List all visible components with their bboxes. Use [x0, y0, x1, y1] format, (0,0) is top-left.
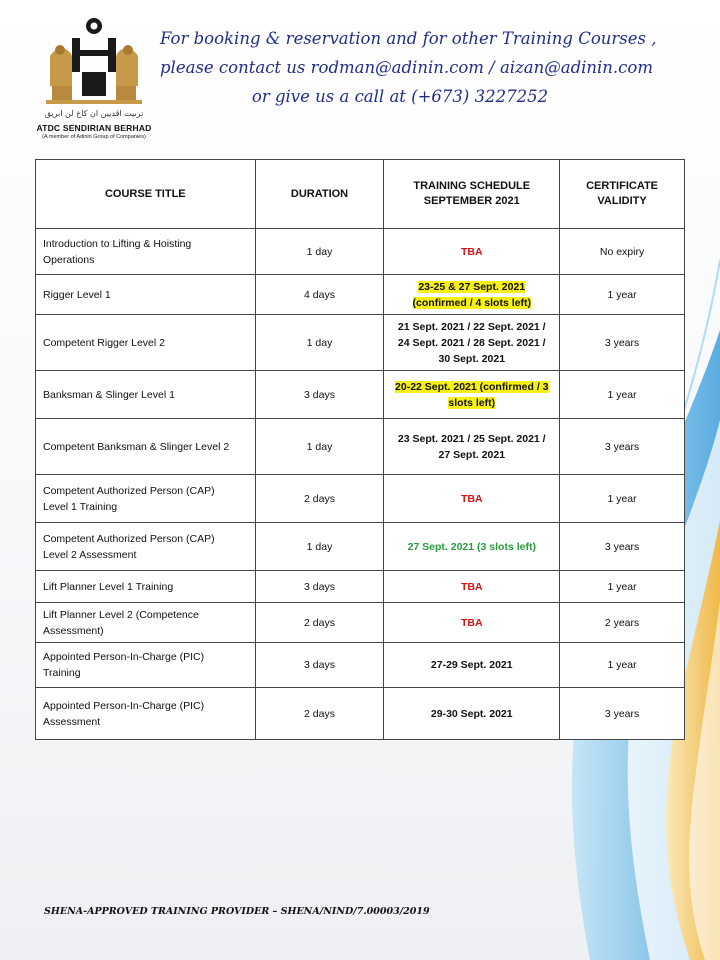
schedule-cell: 23 Sept. 2021 / 25 Sept. 2021 / 27 Sept. 2021: [384, 419, 560, 475]
atdc-emblem-icon: [42, 16, 146, 108]
course-title-cell: Rigger Level 1: [36, 275, 256, 315]
course-title-cell: Banksman & Slinger Level 1: [36, 371, 256, 419]
contact-line-1: For booking & reservation and for other Training Courses ,: [160, 29, 657, 48]
schedule-cell: 27 Sept. 2021 (3 slots left): [384, 523, 560, 571]
validity-cell: 1 year: [560, 275, 685, 315]
duration-cell: 3 days: [255, 371, 384, 419]
contact-line-3[interactable]: or give us a call at (+673) 3227252: [251, 87, 549, 106]
course-title-cell: Appointed Person-In-Charge (PIC) Assessment: [36, 688, 256, 740]
table-row: [36, 229, 685, 275]
course-title-cell: Competent Rigger Level 2: [36, 315, 256, 371]
header-training-schedule: TRAINING SCHEDULE SEPTEMBER 2021: [384, 160, 560, 229]
validity-cell: 1 year: [560, 643, 685, 688]
validity-cell: 2 years: [560, 603, 685, 643]
duration-cell: 3 days: [255, 571, 384, 603]
table-row: [36, 371, 685, 419]
table-row: [36, 315, 685, 371]
table-row: [36, 275, 685, 315]
course-title-cell: Competent Authorized Person (CAP) Level 1 Training: [36, 475, 256, 523]
course-title-cell: Lift Planner Level 1 Training: [36, 571, 256, 603]
duration-cell: 1 day: [255, 315, 384, 371]
validity-cell: 1 year: [560, 571, 685, 603]
schedule-cell: TBA: [384, 475, 560, 523]
logo-company-name: ATDC SENDIRIAN BERHAD: [36, 123, 152, 133]
header-certificate-validity: CERTIFICATE VALIDITY: [560, 160, 685, 229]
duration-cell: 1 day: [255, 229, 384, 275]
header-duration: DURATION: [255, 160, 384, 229]
schedule-cell: 20-22 Sept. 2021 (confirmed / 3 slots left): [384, 371, 560, 419]
course-title-cell: Introduction to Lifting & Hoisting Operations: [36, 229, 256, 275]
validity-cell: 3 years: [560, 523, 685, 571]
schedule-cell: 27-29 Sept. 2021: [384, 643, 560, 688]
contact-info: [160, 24, 657, 111]
company-logo: [32, 16, 156, 142]
validity-cell: 3 years: [560, 419, 685, 475]
duration-cell: 3 days: [255, 643, 384, 688]
schedule-cell: 21 Sept. 2021 / 22 Sept. 2021 / 24 Sept. 2021 / 28 Sept. 2021 / 30 Sept. 2021: [384, 315, 560, 371]
table-row: [36, 643, 685, 688]
header-course-title: COURSE TITLE: [36, 160, 256, 229]
schedule-cell: TBA: [384, 603, 560, 643]
duration-cell: 1 day: [255, 523, 384, 571]
validity-cell: 1 year: [560, 371, 685, 419]
validity-cell: 3 years: [560, 315, 685, 371]
course-title-cell: Lift Planner Level 2 (Competence Assessment): [36, 603, 256, 643]
table-row: [36, 475, 685, 523]
table-row: [36, 688, 685, 740]
table-row: [36, 603, 685, 643]
table-row: [36, 571, 685, 603]
duration-cell: 1 day: [255, 419, 384, 475]
logo-arabic-text: ترىيت اڤديبن ان کاخ لن ابريق: [44, 109, 144, 118]
table-row: [36, 523, 685, 571]
course-title-cell: Competent Authorized Person (CAP) Level 2 Assessment: [36, 523, 256, 571]
logo-tagline: (A member of Adinin Group of Companies): [42, 134, 146, 140]
schedule-cell: 29-30 Sept. 2021: [384, 688, 560, 740]
validity-cell: No expiry: [560, 229, 685, 275]
validity-cell: 1 year: [560, 475, 685, 523]
training-schedule-table: [35, 159, 685, 740]
schedule-cell: TBA: [384, 229, 560, 275]
duration-cell: 2 days: [255, 688, 384, 740]
footer-accreditation: SHENA-APPROVED TRAINING PROVIDER – SHENA/NIND/7.00003/2019: [44, 906, 430, 917]
duration-cell: 2 days: [255, 603, 384, 643]
validity-cell: 3 years: [560, 688, 685, 740]
duration-cell: 4 days: [255, 275, 384, 315]
schedule-cell: TBA: [384, 571, 560, 603]
course-title-cell: Competent Banksman & Slinger Level 2: [36, 419, 256, 475]
contact-line-2[interactable]: please contact us rodman@adinin.com / aizan@adinin.com: [160, 58, 654, 77]
course-title-cell: Appointed Person-In-Charge (PIC) Training: [36, 643, 256, 688]
duration-cell: 2 days: [255, 475, 384, 523]
table-row: [36, 419, 685, 475]
schedule-cell: 23-25 & 27 Sept. 2021 (confirmed / 4 slots left): [384, 275, 560, 315]
table-header-row: [36, 160, 685, 229]
